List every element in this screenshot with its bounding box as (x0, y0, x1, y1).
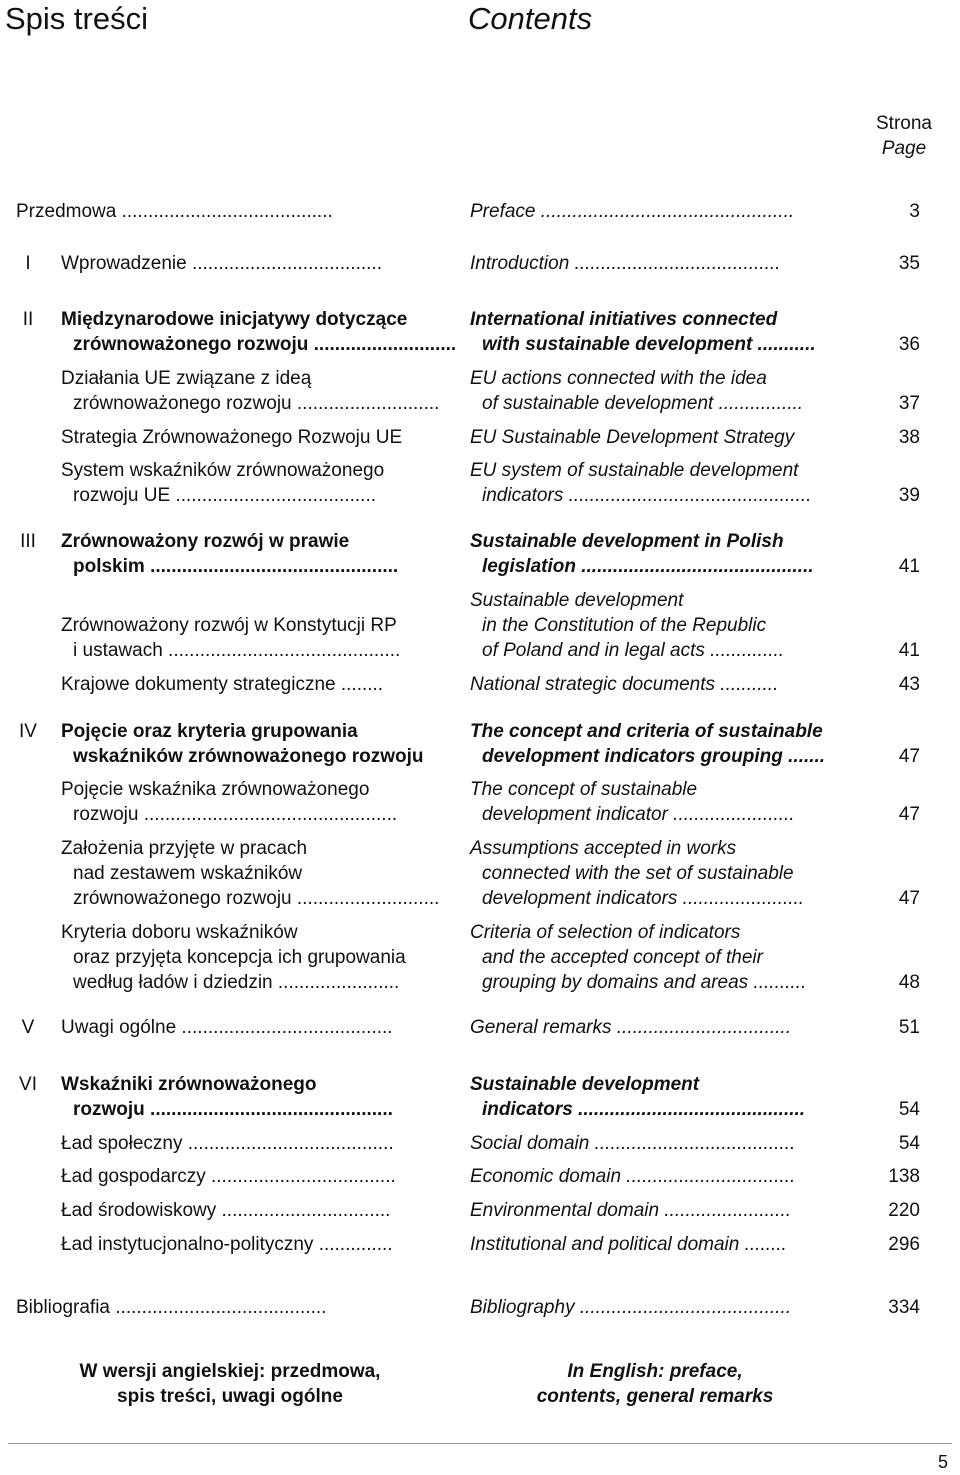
toc-entry-pl[interactable]: nad zestawem wskaźników (73, 863, 303, 884)
toc-entry-pl[interactable]: Przedmowa ........................................ (16, 201, 333, 222)
toc-entry-en[interactable]: Preface ................................................ (470, 201, 795, 222)
toc-page-number: 41 (898, 556, 920, 577)
section-number: VI (19, 1074, 37, 1095)
toc-entry-en[interactable]: legislation ............................................ (482, 556, 814, 577)
toc-entry-en[interactable]: connected with the set of sustainable (482, 863, 794, 884)
toc-entry-en[interactable]: indicators ........................................... (482, 1099, 806, 1120)
toc-entry-en[interactable]: development indicator ....................... (482, 804, 795, 825)
toc-page-number: 51 (898, 1017, 920, 1038)
toc-page-number: 38 (898, 427, 920, 448)
toc-entry-pl[interactable]: Bibliografia ........................................ (16, 1297, 327, 1318)
heading-polish: Spis treści (5, 1, 148, 36)
toc-entry-pl[interactable]: zrównoważonego rozwoju ........................... (73, 334, 457, 355)
page-column-label-en: Page (881, 138, 927, 159)
toc-entry-en[interactable]: Sustainable development (470, 590, 684, 611)
section-number: II (22, 309, 34, 330)
toc-entry-en[interactable]: Social domain ...................................... (470, 1133, 796, 1154)
toc-entry-pl[interactable]: Założenia przyjęte w pracach (61, 838, 308, 859)
section-number: I (25, 253, 31, 274)
heading-english: Contents (468, 1, 593, 36)
toc-entry-en[interactable]: development indicators ....................... (482, 888, 805, 909)
toc-page-number: 48 (898, 972, 920, 993)
toc-entry-en[interactable]: Sustainable development (470, 1074, 700, 1095)
toc-entry-pl[interactable]: wskaźników zrównoważonego rozwoju (73, 746, 424, 767)
toc-entry-pl[interactable]: Krajowe dokumenty strategiczne ........ (61, 674, 384, 695)
toc-page-number: 36 (898, 334, 920, 355)
page-column-label-pl: Strona (876, 113, 932, 134)
footer-note-line: spis treści, uwagi ogólne (117, 1386, 343, 1407)
toc-page-number: 3 (909, 201, 920, 222)
toc-entry-en[interactable]: with sustainable development ........... (482, 334, 816, 355)
toc-entry-pl[interactable]: według ładów i dziedzin ....................... (73, 972, 400, 993)
toc-entry-pl[interactable]: Wskaźniki zrównoważonego (61, 1074, 317, 1095)
footer-divider (8, 1443, 952, 1444)
toc-page-number: 37 (898, 393, 920, 414)
toc-entry-pl[interactable]: Uwagi ogólne ........................................ (61, 1017, 393, 1038)
toc-entry-en[interactable]: indicators .............................................. (482, 485, 812, 506)
toc-entry-pl[interactable]: Ład instytucjonalno-polityczny .............. (61, 1234, 393, 1255)
toc-page-number: 43 (898, 674, 920, 695)
toc-page-number: 296 (888, 1234, 920, 1255)
toc-entry-pl[interactable]: Zrównoważony rozwój w Konstytucji RP (61, 615, 397, 636)
toc-entry-pl[interactable]: Ład środowiskowy ................................ (61, 1200, 391, 1221)
toc-entry-en[interactable]: Bibliography ........................................ (470, 1297, 791, 1318)
section-number: V (21, 1017, 35, 1038)
toc-entry-pl[interactable]: Pojęcie oraz kryteria grupowania (61, 721, 358, 742)
toc-entry-en[interactable]: of Poland and in legal acts .............. (482, 640, 785, 661)
footer-note-line: contents, general remarks (536, 1386, 774, 1407)
toc-entry-en[interactable]: Economic domain ................................ (470, 1166, 796, 1187)
toc-entry-pl[interactable]: Strategia Zrównoważonego Rozwoju UE (61, 427, 403, 448)
toc-entry-pl[interactable]: oraz przyjęta koncepcja ich grupowania (73, 947, 406, 968)
footer-note-line: W wersji angielskiej: przedmowa, (79, 1361, 381, 1382)
toc-entry-pl[interactable]: zrównoważonego rozwoju ........................... (73, 888, 440, 909)
toc-entry-en[interactable]: Environmental domain ........................ (470, 1200, 792, 1221)
toc-entry-pl[interactable]: zrównoważonego rozwoju ........................... (73, 393, 440, 414)
toc-entry-en[interactable]: in the Constitution of the Republic (482, 615, 767, 636)
toc-entry-en[interactable]: Introduction ....................................... (470, 253, 781, 274)
toc-entry-pl[interactable]: polskim ............................................... (73, 556, 399, 577)
toc-entry-pl[interactable]: rozwoju UE ...................................... (73, 485, 377, 506)
toc-page-number: 138 (888, 1166, 920, 1187)
toc-entry-pl[interactable]: Zrównoważony rozwój w prawie (61, 531, 350, 552)
toc-entry-en[interactable]: Criteria of selection of indicators (470, 922, 741, 943)
toc-entry-en[interactable]: Assumptions accepted in works (470, 838, 737, 859)
toc-entry-pl[interactable]: rozwoju .............................................. (73, 1099, 393, 1120)
toc-entry-en[interactable]: The concept of sustainable (470, 779, 698, 800)
toc-page-number: 54 (898, 1099, 920, 1120)
toc-entry-en[interactable]: EU actions connected with the idea (470, 368, 767, 389)
toc-page-number: 47 (898, 804, 920, 825)
toc-entry-en[interactable]: General remarks ................................. (470, 1017, 791, 1038)
toc-entry-pl[interactable]: Kryteria doboru wskaźników (61, 922, 298, 943)
toc-entry-en[interactable]: EU Sustainable Development Strategy (470, 427, 795, 448)
footer-note-en (490, 1359, 820, 1409)
footer-note-pl (40, 1359, 420, 1409)
toc-entry-pl[interactable]: Ład gospodarczy ................................... (61, 1166, 396, 1187)
toc-entry-en[interactable]: EU system of sustainable development (470, 460, 799, 481)
toc-entry-pl[interactable]: Międzynarodowe inicjatywy dotyczące (61, 309, 408, 330)
toc-page-number: 41 (898, 640, 920, 661)
section-number: III (20, 531, 36, 552)
toc-entry-pl[interactable]: rozwoju ................................................ (73, 804, 398, 825)
page-number: 5 (937, 1452, 948, 1472)
section-number: IV (19, 721, 37, 742)
toc-entry-pl[interactable]: Wprowadzenie .................................... (61, 253, 382, 274)
toc-page-number: 35 (898, 253, 920, 274)
toc-entry-pl[interactable]: Ład społeczny ....................................... (61, 1133, 394, 1154)
toc-page-number: 47 (898, 888, 920, 909)
toc-page-number: 39 (898, 485, 920, 506)
toc-entry-en[interactable]: of sustainable development ................ (482, 393, 804, 414)
toc-entry-en[interactable]: and the accepted concept of their (482, 947, 763, 968)
toc-entry-pl[interactable]: i ustawach ............................................ (73, 640, 401, 661)
toc-entry-en[interactable]: grouping by domains and areas .......... (482, 972, 807, 993)
toc-page-number: 54 (898, 1133, 920, 1154)
footer-note-line: In English: preface, (567, 1361, 743, 1382)
toc-page-number: 334 (888, 1297, 920, 1318)
toc-entry-pl[interactable]: Pojęcie wskaźnika zrównoważonego (61, 779, 370, 800)
toc-entry-pl[interactable]: Działania UE związane z ideą (61, 368, 312, 389)
toc-page-number: 220 (888, 1200, 920, 1221)
toc-entry-en[interactable]: National strategic documents ........... (470, 674, 779, 695)
toc-entry-en[interactable]: development indicators grouping ....... (482, 746, 826, 767)
toc-entry-en[interactable]: Institutional and political domain ........ (470, 1234, 787, 1255)
toc-entry-en[interactable]: The concept and criteria of sustainable (470, 721, 823, 742)
toc-entry-en[interactable]: Sustainable development in Polish (470, 531, 784, 552)
toc-page-number: 47 (898, 746, 920, 767)
toc-entry-pl[interactable]: System wskaźników zrównoważonego (61, 460, 385, 481)
toc-entry-en[interactable]: International initiatives connected (470, 309, 778, 330)
